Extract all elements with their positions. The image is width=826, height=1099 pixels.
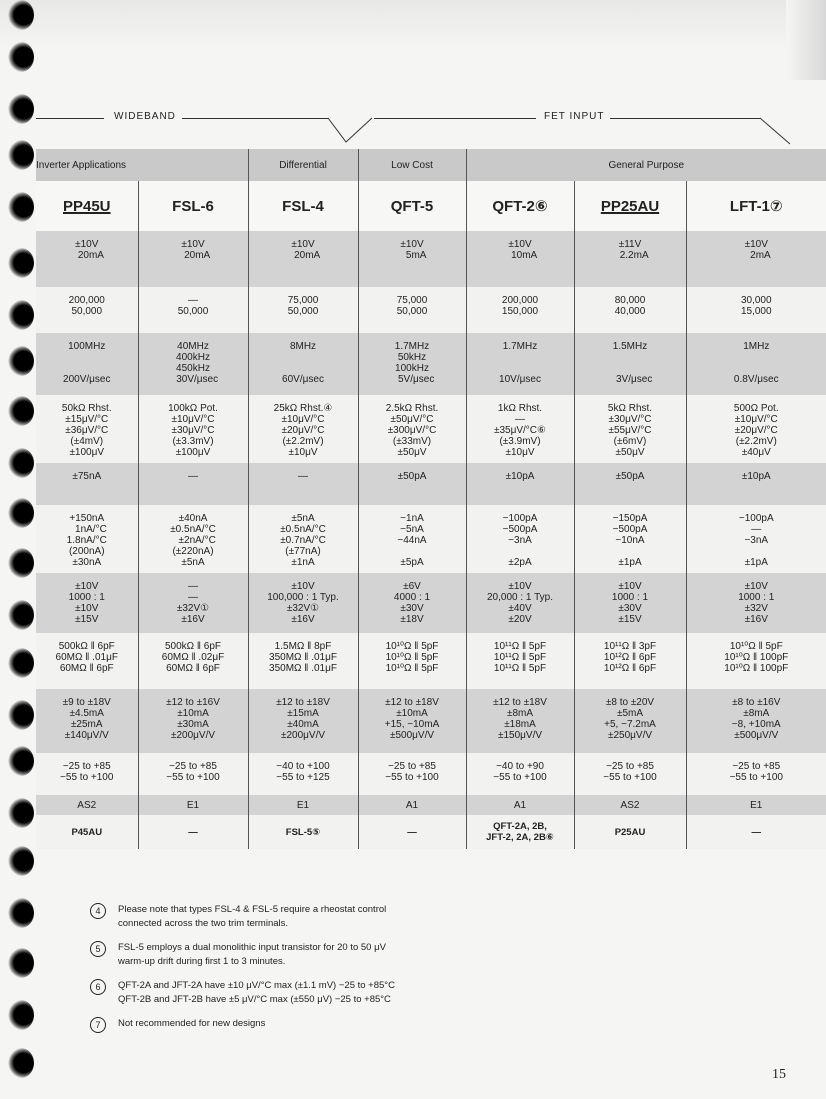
spec-cell-text: 100MHz 200V/μsec: [63, 341, 111, 385]
spec-cell-text: 500kΩ ‖ 6pF 60MΩ ‖ .02μF 60MΩ ‖ 6pF: [161, 641, 225, 674]
spec-row: [36, 505, 826, 573]
spec-cell-text: −25 to +85 −55 to +100: [729, 761, 783, 783]
binder-hole-icon: [8, 0, 34, 30]
spec-cell: [574, 287, 686, 333]
spec-cell: [574, 689, 686, 753]
binder-hole-icon: [8, 1048, 34, 1078]
spec-cell-text: 500kΩ ‖ 6pF 60MΩ ‖ .01μF 60MΩ ‖ 6pF: [55, 641, 118, 674]
spec-cell-text: ±10V 20mA: [75, 239, 104, 261]
spec-cell: [36, 505, 138, 573]
spec-cell-text: −40 to +90 −55 to +100: [493, 761, 547, 783]
equiv-row: [36, 815, 826, 849]
spec-cell: [138, 633, 248, 689]
spec-cell: [138, 333, 248, 395]
spec-cell: [358, 287, 466, 333]
footnote: [90, 1017, 395, 1031]
spec-cell: [36, 633, 138, 689]
spec-cell-text: −150pA −500pA −10nA ±1pA: [612, 513, 648, 568]
spec-row: [36, 333, 826, 395]
binder-hole-icon: [8, 700, 34, 730]
spec-cell: [36, 573, 138, 633]
spec-cell-text: ±12 to ±18V ±10mA +15, −10mA ±500μV/V: [384, 697, 440, 741]
spec-cell-text: 30,000 15,000: [740, 295, 772, 317]
spec-cell: [574, 573, 686, 633]
category-inverter: Inverter Applications: [36, 149, 248, 181]
binder-hole-icon: [8, 192, 34, 222]
spec-cell: [36, 395, 138, 463]
spec-cell-text: 1.5MHz 3V/μsec: [612, 341, 653, 385]
spec-cell-text: ±10pA: [505, 471, 535, 482]
binder-hole-icon: [8, 42, 34, 72]
spec-cell: [686, 573, 826, 633]
spec-cell: [138, 395, 248, 463]
spec-cell-text: —: [298, 471, 308, 482]
spec-cell: [248, 633, 358, 689]
category-row: [36, 149, 826, 181]
spec-cell-text: 10¹¹Ω ‖ 3pF 10¹²Ω ‖ 6pF 10¹²Ω ‖ 6pF: [603, 641, 657, 674]
spec-cell: [686, 633, 826, 689]
binder-hole-icon: [8, 948, 34, 978]
spec-cell: [466, 505, 574, 573]
footnote-text: FSL-5 employs a dual monolithic input transistor for 20 to 50 μV warm-up drift during first 1 to 3 minutes.: [118, 942, 386, 967]
spec-cell-text: 200,000 150,000: [501, 295, 539, 317]
model-cell: FSL-6: [138, 181, 248, 231]
spec-row: [36, 231, 826, 287]
spec-cell: [36, 333, 138, 395]
spec-cell: [248, 689, 358, 753]
spec-cell-text: 10¹¹Ω ‖ 5pF 10¹¹Ω ‖ 5pF 10¹¹Ω ‖ 5pF: [493, 641, 547, 674]
spec-row: [36, 689, 826, 753]
spec-row: [36, 463, 826, 505]
category-differential: Differential: [248, 149, 358, 181]
spec-cell: [138, 287, 248, 333]
spec-cell: [574, 463, 686, 505]
case-row-cell: E1: [686, 795, 826, 815]
spec-cell: [466, 689, 574, 753]
spec-cell-text: −100pA −500pA −3nA ±2pA: [502, 513, 538, 568]
spec-cell: [466, 333, 574, 395]
equiv-row-cell: —: [686, 815, 826, 849]
spec-cell-text: 1.5MΩ ‖ 8pF 350MΩ ‖ .01μF 350MΩ ‖ .01μF: [269, 641, 337, 674]
case-row: [36, 795, 826, 815]
binder-hole-icon: [8, 648, 34, 678]
binder-hole-icon: [8, 746, 34, 776]
spec-cell: [358, 333, 466, 395]
spec-cell: [358, 689, 466, 753]
spec-cell-text: 1.7MHz 10V/μsec: [499, 341, 541, 385]
spec-cell: [248, 287, 358, 333]
spec-cell-text: ±75nA: [72, 471, 102, 482]
spec-cell-text: −40 to +100 −55 to +125: [276, 761, 330, 783]
footnote-text: Please note that types FSL-4 & FSL-5 require a rheostat control connected across the two trim terminals.: [118, 904, 387, 929]
spec-cell: [138, 573, 248, 633]
page-number: 15: [772, 1067, 786, 1082]
spec-cell: [358, 633, 466, 689]
binder-hole-icon: [8, 300, 34, 330]
spec-cell-text: 1MHz 0.8V/μsec: [733, 341, 779, 385]
spec-cell: [466, 287, 574, 333]
spec-cell-text: —: [188, 471, 198, 482]
spec-cell-text: −25 to +85 −55 to +100: [385, 761, 439, 783]
binder-hole-icon: [8, 798, 34, 828]
spec-row: [36, 573, 826, 633]
group-bracket-icon: [0, 108, 826, 148]
spec-cell: [138, 505, 248, 573]
spec-cell: [248, 333, 358, 395]
spec-cell: [466, 395, 574, 463]
spec-cell-text: ±10V 5mA: [400, 239, 427, 261]
binder-hole-icon: [8, 846, 34, 876]
spec-cell-text: ±10V 10mA: [508, 239, 538, 261]
spec-cell: [686, 463, 826, 505]
footnote: [90, 941, 395, 969]
spec-cell: [36, 689, 138, 753]
spec-cell-text: −25 to +85 −55 to +100: [603, 761, 657, 783]
spec-cell-text: 2.5kΩ Rhst. ±50μV/°C ±300μV/°C (±33mV) ±50μV: [385, 403, 439, 458]
case-row-cell: E1: [138, 795, 248, 815]
spec-cell: [36, 287, 138, 333]
spec-cell: [358, 463, 466, 505]
spec-cell: [138, 463, 248, 505]
binder-hole-icon: [8, 498, 34, 528]
case-row-cell: E1: [248, 795, 358, 815]
spec-cell: [36, 231, 138, 287]
footnote: [90, 903, 395, 931]
spec-cell: [36, 463, 138, 505]
top-bleed: [0, 0, 826, 50]
case-row-cell: A1: [466, 795, 574, 815]
spec-cell-text: 10¹⁰Ω ‖ 5pF 10¹⁰Ω ‖ 100pF 10¹⁰Ω ‖ 100pF: [724, 641, 789, 674]
binder-hole-icon: [8, 248, 34, 278]
spec-cell-text: ±10V 20mA: [181, 239, 211, 261]
spec-cell-text: 75,000 50,000: [287, 295, 319, 317]
spec-cell: [248, 753, 358, 795]
spec-cell-text: ±9 to ±18V ±4.5mA ±25mA ±140μV/V: [62, 697, 111, 741]
spec-cell-text: ±50pA: [397, 471, 427, 482]
spec-cell: [358, 573, 466, 633]
spec-cell-text: ±10V 20,000 : 1 Typ. ±40V ±20V: [487, 581, 553, 625]
model-row: [36, 181, 826, 231]
spec-cell: [574, 333, 686, 395]
spec-cell: [574, 505, 686, 573]
spec-cell-text: 10¹⁰Ω ‖ 5pF 10¹⁰Ω ‖ 5pF 10¹⁰Ω ‖ 5pF: [385, 641, 439, 674]
spec-cell-text: ±12 to ±18V ±15mA ±40mA ±200μV/V: [276, 697, 330, 741]
spec-cell-text: ±10pA: [741, 471, 771, 482]
spec-cell-text: ±10V 20mA: [291, 239, 321, 261]
footnote-text: QFT-2A and JFT-2A have ±10 μV/°C max (±1.1 mV) −25 to +85°C QFT-2B and JFT-2B have ±5 μV/°C max (±550 μV) −25 to +85°C: [118, 980, 395, 1005]
equiv-row-cell: QFT-2A, 2B, JFT-2, 2A, 2B⑥: [466, 815, 574, 849]
right-bleed: [786, 0, 826, 80]
spec-cell: [248, 463, 358, 505]
spec-cell-text: — 50,000: [177, 295, 209, 317]
spec-cell-text: −25 to +85 −55 to +100: [166, 761, 220, 783]
footnote: [90, 979, 395, 1007]
spec-cell: [248, 231, 358, 287]
category-low-cost: Low Cost: [358, 149, 466, 181]
spec-cell-text: ±50pA: [615, 471, 645, 482]
spec-cell-text: ±8 to ±20V ±5mA +5, −7.2mA ±250μV/V: [604, 697, 656, 741]
spec-cell-text: ±10V 1000 : 1 ±10V ±15V: [68, 581, 105, 625]
spec-cell: [358, 395, 466, 463]
spec-cell: [36, 753, 138, 795]
spec-cell-text: −25 to +85 −55 to +100: [60, 761, 114, 783]
binder-hole-icon: [8, 898, 34, 928]
spec-cell: [358, 753, 466, 795]
binder-hole-icon: [8, 396, 34, 426]
binder-hole-icon: [8, 1000, 34, 1030]
spec-table: [36, 149, 826, 849]
footnote-text: Not recommended for new designs: [118, 1018, 266, 1029]
spec-cell: [466, 753, 574, 795]
footnote-number: 5: [90, 941, 106, 957]
spec-cell-text: 1kΩ Rhst. — ±35μV/°C⑥ (±3.9mV) ±10μV: [493, 403, 546, 458]
spec-row: [36, 753, 826, 795]
model-cell: PP45U: [36, 181, 138, 231]
spec-cell-text: 1.7MHz 50kHz 100kHz 5V/μsec: [394, 341, 435, 385]
spec-cell-text: ±12 to ±16V ±10mA ±30mA ±200μV/V: [166, 697, 220, 741]
spec-cell-text: — — ±32V① ±16V: [176, 581, 210, 625]
spec-cell: [466, 573, 574, 633]
equiv-row-cell: FSL-5⑤: [248, 815, 358, 849]
spec-cell: [686, 287, 826, 333]
spec-cell-text: ±11V 2.2mA: [618, 239, 649, 261]
spec-cell-text: 5kΩ Rhst. ±30μV/°C ±55μV/°C (±6mV) ±50μV: [607, 403, 653, 458]
spec-cell-text: −100pA — −3nA ±1pA: [738, 513, 774, 568]
binder-hole-icon: [8, 448, 34, 478]
spec-cell: [686, 753, 826, 795]
equiv-row-cell: P25AU: [574, 815, 686, 849]
spec-cell: [574, 753, 686, 795]
spec-cell-text: 75,000 50,000: [396, 295, 428, 317]
spec-cell: [466, 463, 574, 505]
model-cell: QFT-5: [358, 181, 466, 231]
category-general-purpose: General Purpose: [466, 149, 826, 181]
spec-row: [36, 395, 826, 463]
footnotes: [90, 903, 395, 1041]
spec-cell-text: 40MHz 400kHz 450kHz 30V/μsec: [176, 341, 219, 385]
spec-cell: [574, 231, 686, 287]
spec-cell: [248, 395, 358, 463]
model-cell: QFT-2⑥: [466, 181, 574, 231]
spec-cell: [466, 231, 574, 287]
equiv-row-cell: —: [138, 815, 248, 849]
spec-cell-text: ±10V 2mA: [744, 239, 771, 261]
spec-cell: [138, 753, 248, 795]
spec-cell-text: 100kΩ Pot. ±10μV/°C ±30μV/°C (±3.3mV) ±100μV: [168, 403, 218, 458]
spec-cell: [686, 395, 826, 463]
spec-cell-text: ±10V 1000 : 1 ±32V ±16V: [738, 581, 775, 625]
binder-hole-icon: [8, 346, 34, 376]
spec-cell-text: 50kΩ Rhst. ±15μV/°C ±36μV/°C (±4mV) ±100μV: [61, 403, 112, 458]
spec-cell-text: 500Ω Pot. ±10μV/°C ±20μV/°C (±2.2mV) ±40μV: [733, 403, 779, 458]
spec-cell-text: ±5nA ±0.5nA/°C ±0.7nA/°C (±77nA) ±1nA: [280, 513, 326, 568]
spec-cell: [138, 231, 248, 287]
spec-cell-text: ±12 to ±18V ±8mA ±18mA ±150μV/V: [493, 697, 547, 741]
spec-cell: [574, 633, 686, 689]
binder-hole-icon: [8, 600, 34, 630]
case-row-cell: A1: [358, 795, 466, 815]
spec-cell: [466, 633, 574, 689]
equiv-row-cell: P45AU: [36, 815, 138, 849]
spec-cell-text: +150nA 1nA/°C 1.8nA/°C (200nA) ±30nA: [66, 513, 107, 568]
spec-cell: [138, 689, 248, 753]
spec-cell: [686, 689, 826, 753]
spec-cell-text: ±10V 1000 : 1 ±30V ±15V: [611, 581, 649, 625]
spec-cell-text: ±8 to ±16V ±8mA −8, +10mA ±500μV/V: [731, 697, 781, 741]
footnote-number: 6: [90, 979, 106, 995]
spec-cell-text: ±10V 100,000 : 1 Typ. ±32V① ±16V: [267, 581, 339, 625]
binder-hole-icon: [8, 548, 34, 578]
model-cell: FSL-4: [248, 181, 358, 231]
binder-holes: [0, 0, 40, 1099]
footnote-number: 7: [90, 1017, 106, 1033]
spec-cell: [358, 231, 466, 287]
spec-cell-text: ±6V 4000 : 1 ±30V ±18V: [393, 581, 431, 625]
equiv-row-cell: —: [358, 815, 466, 849]
spec-row: [36, 287, 826, 333]
spec-row: [36, 633, 826, 689]
spec-cell-text: ±40nA ±0.5nA/°C ±2nA/°C (±220nA) ±5nA: [170, 513, 216, 568]
spec-cell: [686, 333, 826, 395]
group-wideband-label: WIDEBAND: [114, 111, 176, 122]
case-row-cell: AS2: [36, 795, 138, 815]
case-row-cell: AS2: [574, 795, 686, 815]
spec-cell: [248, 505, 358, 573]
spec-cell-text: 80,000 40,000: [614, 295, 646, 317]
footnote-number: 4: [90, 903, 106, 919]
model-cell: PP25AU: [574, 181, 686, 231]
spec-cell: [358, 505, 466, 573]
spec-cell: [248, 573, 358, 633]
spec-cell: [686, 231, 826, 287]
spec-cell-text: 8MHz 60V/μsec: [282, 341, 324, 385]
spec-cell-text: 200,000 50,000: [68, 295, 105, 317]
group-fet-label: FET INPUT: [544, 111, 605, 122]
spec-cell: [574, 395, 686, 463]
spec-cell: [686, 505, 826, 573]
spec-cell-text: −1nA −5nA −44nA ±5pA: [397, 513, 427, 568]
spec-cell-text: 25kΩ Rhst.④ ±10μV/°C ±20μV/°C (±2.2mV) ±10μV: [273, 403, 333, 458]
model-cell: LFT-1⑦: [686, 181, 826, 231]
